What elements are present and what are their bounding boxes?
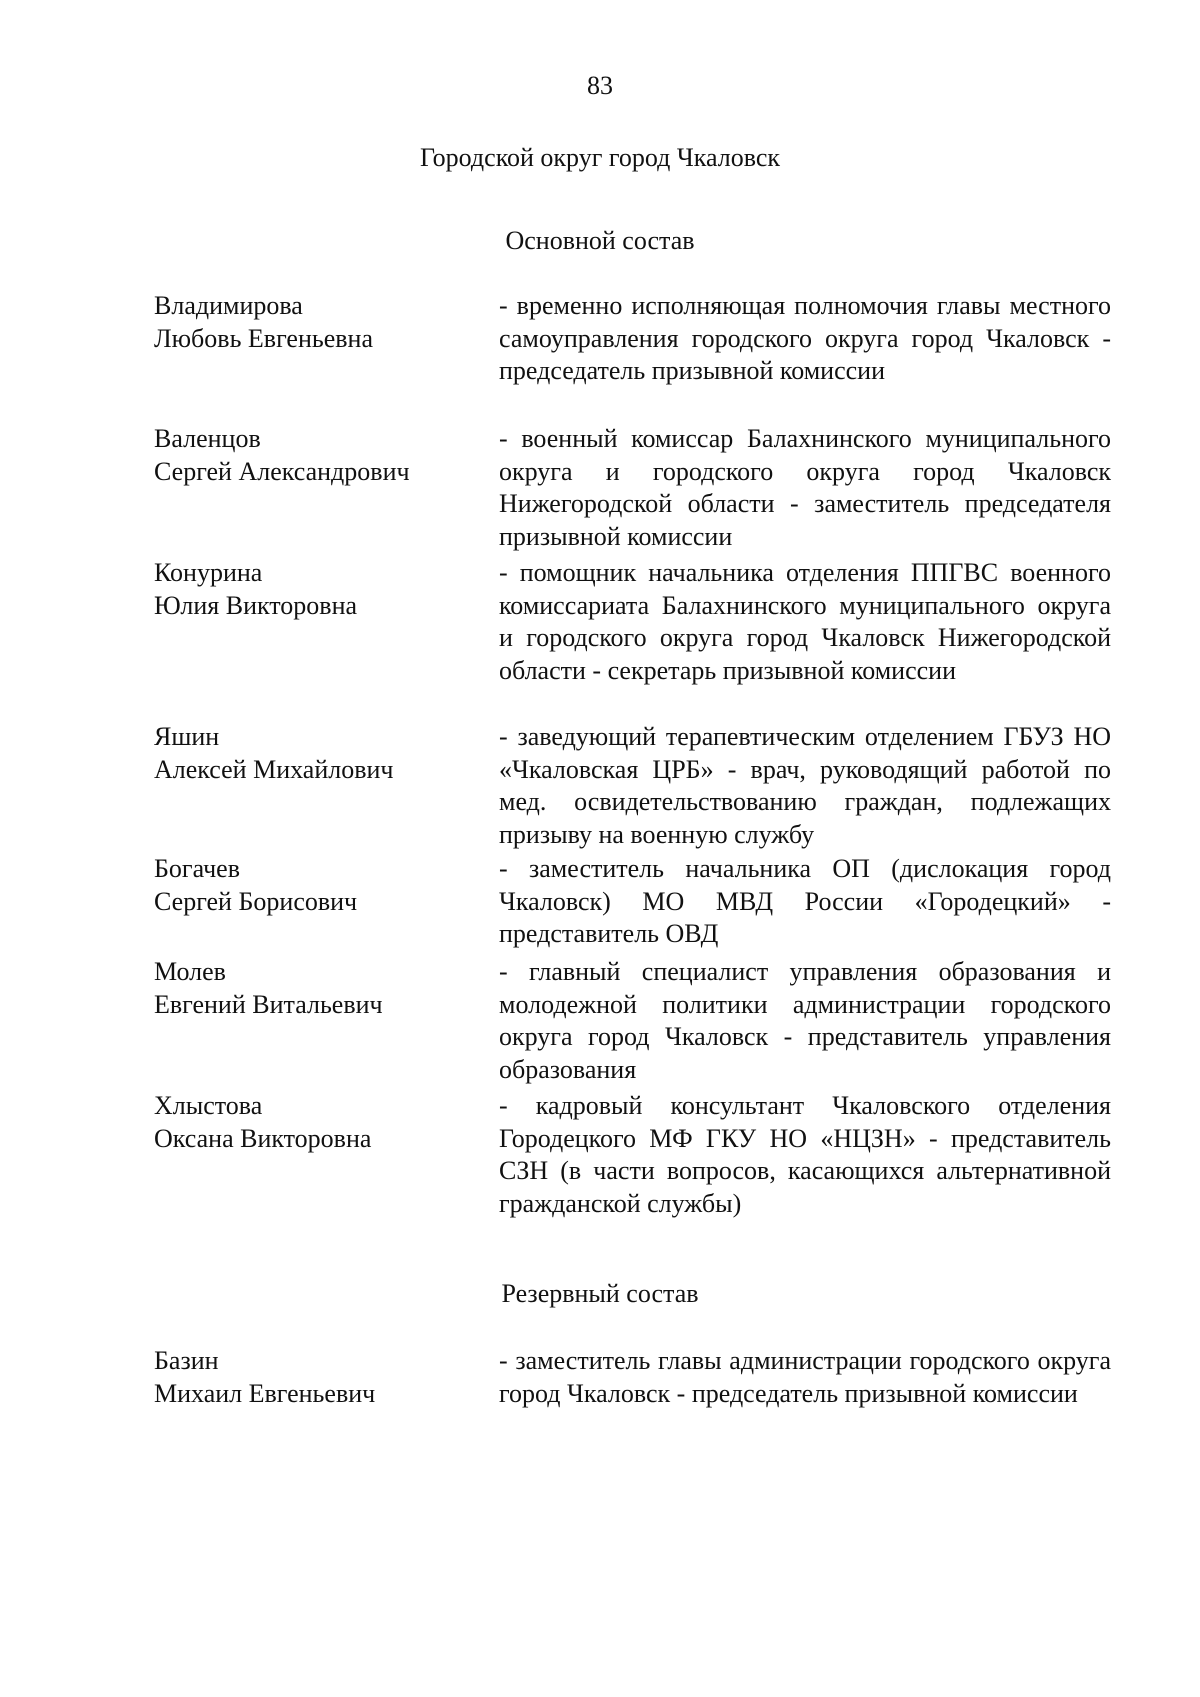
member-name (154, 1090, 474, 1155)
member-given-names: Сергей Борисович (154, 886, 358, 916)
member-given-names: Оксана Викторовна (154, 1123, 372, 1153)
member-name (154, 1345, 474, 1410)
member-name (154, 853, 474, 918)
member-name (154, 557, 474, 622)
member-given-names: Любовь Евгеньевна (154, 323, 373, 353)
member-surname: Валенцов (154, 424, 261, 453)
district-title: Городской округ город Чкаловск (419, 143, 781, 172)
member-given-names: Юлия Викторовна (154, 590, 358, 620)
member-name (154, 423, 474, 488)
member-role: - заместитель начальника ОП (дислокация город Чкаловск) МО МВД России «Городецкий» - представитель ОВД (499, 854, 1111, 948)
member-role: - кадровый консультант Чкаловского отделения Городецкого МФ ГКУ НО «НЦЗН» - представитель СЗН (в части вопросов, касающихся альтернативной гражданской службы) (499, 1091, 1111, 1218)
member-name (154, 956, 474, 1021)
member-surname: Владимирова (154, 291, 303, 320)
member-given-names: Михаил Евгеньевич (154, 1378, 376, 1408)
member-role: - помощник начальника отделения ППГВС военного комиссариата Балахнинского муниципального округа и городского округа город Чкаловск Нижегородской области - секретарь призывной комиссии (499, 558, 1111, 685)
page-number: 83 (587, 71, 613, 100)
member-surname: Базин (154, 1346, 219, 1375)
member-role: - главный специалист управления образования и молодежной политики администрации городского округа город Чкаловск - представитель управления образования (499, 957, 1111, 1084)
member-given-names: Евгений Витальевич (154, 989, 383, 1019)
member-given-names: Сергей Александрович (154, 456, 410, 486)
member-name (154, 721, 474, 786)
member-given-names: Алексей Михайлович (154, 754, 394, 784)
member-surname: Яшин (154, 722, 220, 751)
member-surname: Конурина (154, 558, 263, 587)
reserve-composition-heading: Резервный состав (501, 1279, 699, 1308)
member-surname: Молев (154, 957, 226, 986)
member-role: - заведующий терапевтическим отделением ГБУЗ НО «Чкаловская ЦРБ» - врач, руководящий работой по мед. освидетельствованию граждан, подлежащих призыву на военную службу (499, 722, 1111, 849)
member-role: - заместитель главы администрации городского округа город Чкаловск - председатель призывной комиссии (499, 1346, 1111, 1408)
member-surname: Хлыстова (154, 1091, 263, 1120)
member-role: - военный комиссар Балахнинского муниципального округа и городского округа город Чкаловск Нижегородской области - заместитель председателя призывной комиссии (499, 424, 1111, 551)
member-role: - временно исполняющая полномочия главы местного самоуправления городского округа город Чкаловск - председатель призывной комиссии (499, 291, 1111, 385)
main-composition-heading: Основной состав (505, 226, 695, 255)
member-name (154, 290, 474, 355)
member-surname: Богачев (154, 854, 240, 883)
